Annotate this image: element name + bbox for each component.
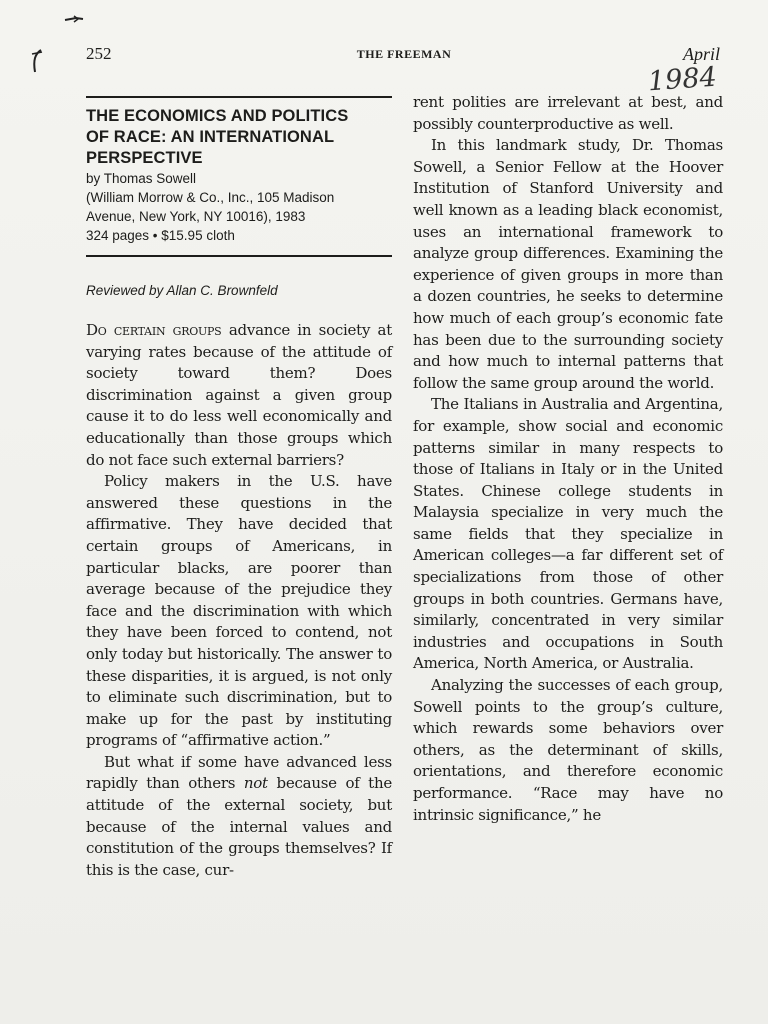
book-details: 324 pages • $15.95 cloth xyxy=(86,228,235,243)
right-column xyxy=(413,92,723,826)
handwritten-margin-mark xyxy=(30,48,44,74)
lead-in-smallcaps: Do certain groups xyxy=(86,321,222,339)
left-column xyxy=(86,88,392,881)
book-author: by Thomas Sowell xyxy=(86,171,197,186)
book-title-line-2: OF RACE: AN INTERNATIONAL xyxy=(86,128,335,146)
paragraph-2: Policy makers in the U.S. have answered these questions in the affirmative. They have decided that certain groups of Americans, in particular blacks, are poorer than average because of the prejudice they face and the discrimination with which they have been forced to contend, not only today but historically. The answer to these disparities, it is argued, is not only to eliminate such discrimination, but to make up for the past by instituting programs of “affirmative action.” xyxy=(86,472,392,750)
page-number: 252 xyxy=(86,44,112,63)
handwritten-dash-mark xyxy=(64,14,84,24)
handwritten-year: 1984 xyxy=(647,61,718,98)
paragraph-1 xyxy=(86,320,392,471)
paragraph-3-emphasis: not xyxy=(243,774,268,793)
paragraph-6: Analyzing the successes of each group, Sowell points to the group’s culture, which rewards some behaviors over others, as the determinant of skills, orientations, and therefore economic performance. “Race may have no intrinsic significance,” he xyxy=(413,676,723,824)
paragraph-4: In this landmark study, Dr. Thomas Sowell, a Senior Fellow at the Hoover Institution of Stanford University and well known as a leading black economist, uses an international framework to analyze group differences. Examining the experience of given groups in more than a dozen countries, he seeks to determine how much of each group’s economic fate has been due to the surrounding society and how much to internal patterns that follow the same group around the world. xyxy=(413,136,723,392)
page-header xyxy=(86,44,722,66)
left-body-text xyxy=(86,320,392,881)
bottom-rule xyxy=(86,255,392,257)
book-title-line-1: THE ECONOMICS AND POLITICS xyxy=(86,107,349,125)
paragraph-3 xyxy=(86,752,392,882)
paragraph-5: The Italians in Australia and Argentina, for example, show social and economic patterns similar in many respects to those of Italians in Italy or in the United States. Chinese college students in Malaysia specialize in very much the same fields that they specialize in American colleges—a far different set of specializations from those of other groups in both countries. Germans have, similarly, concentrated in very similar industries and occupations in South America, North America, or Australia. xyxy=(413,395,723,673)
issue-month: April xyxy=(682,44,720,64)
paragraph-3-text-b: because of the attitude of the external society, but because of the internal values and constitution of the groups themselves? If this is the case, cur- xyxy=(86,774,393,879)
publisher-line-2: Avenue, New York, NY 10016), 1983 xyxy=(86,209,306,224)
paragraph-continued: rent polities are irrelevant at best, and possibly counterproductive as well. xyxy=(413,93,723,133)
paragraph-1-text: advance in society at varying rates because of the attitude of society toward them? Does discrimination against a given group cause it to do less well economically and educationally than those groups which do not face such external barriers? xyxy=(86,321,392,469)
running-title: THE FREEMAN xyxy=(356,47,452,61)
book-title-line-3: PERSPECTIVE xyxy=(86,149,203,167)
paragraph-3-text-a: But what if some have advanced less rapidly than others xyxy=(86,752,392,793)
publisher-line-1: (William Morrow & Co., Inc., 105 Madison xyxy=(86,190,335,205)
reviewer-byline: Reviewed by Allan C. Brownfeld xyxy=(86,283,278,298)
book-info-block xyxy=(86,98,392,255)
